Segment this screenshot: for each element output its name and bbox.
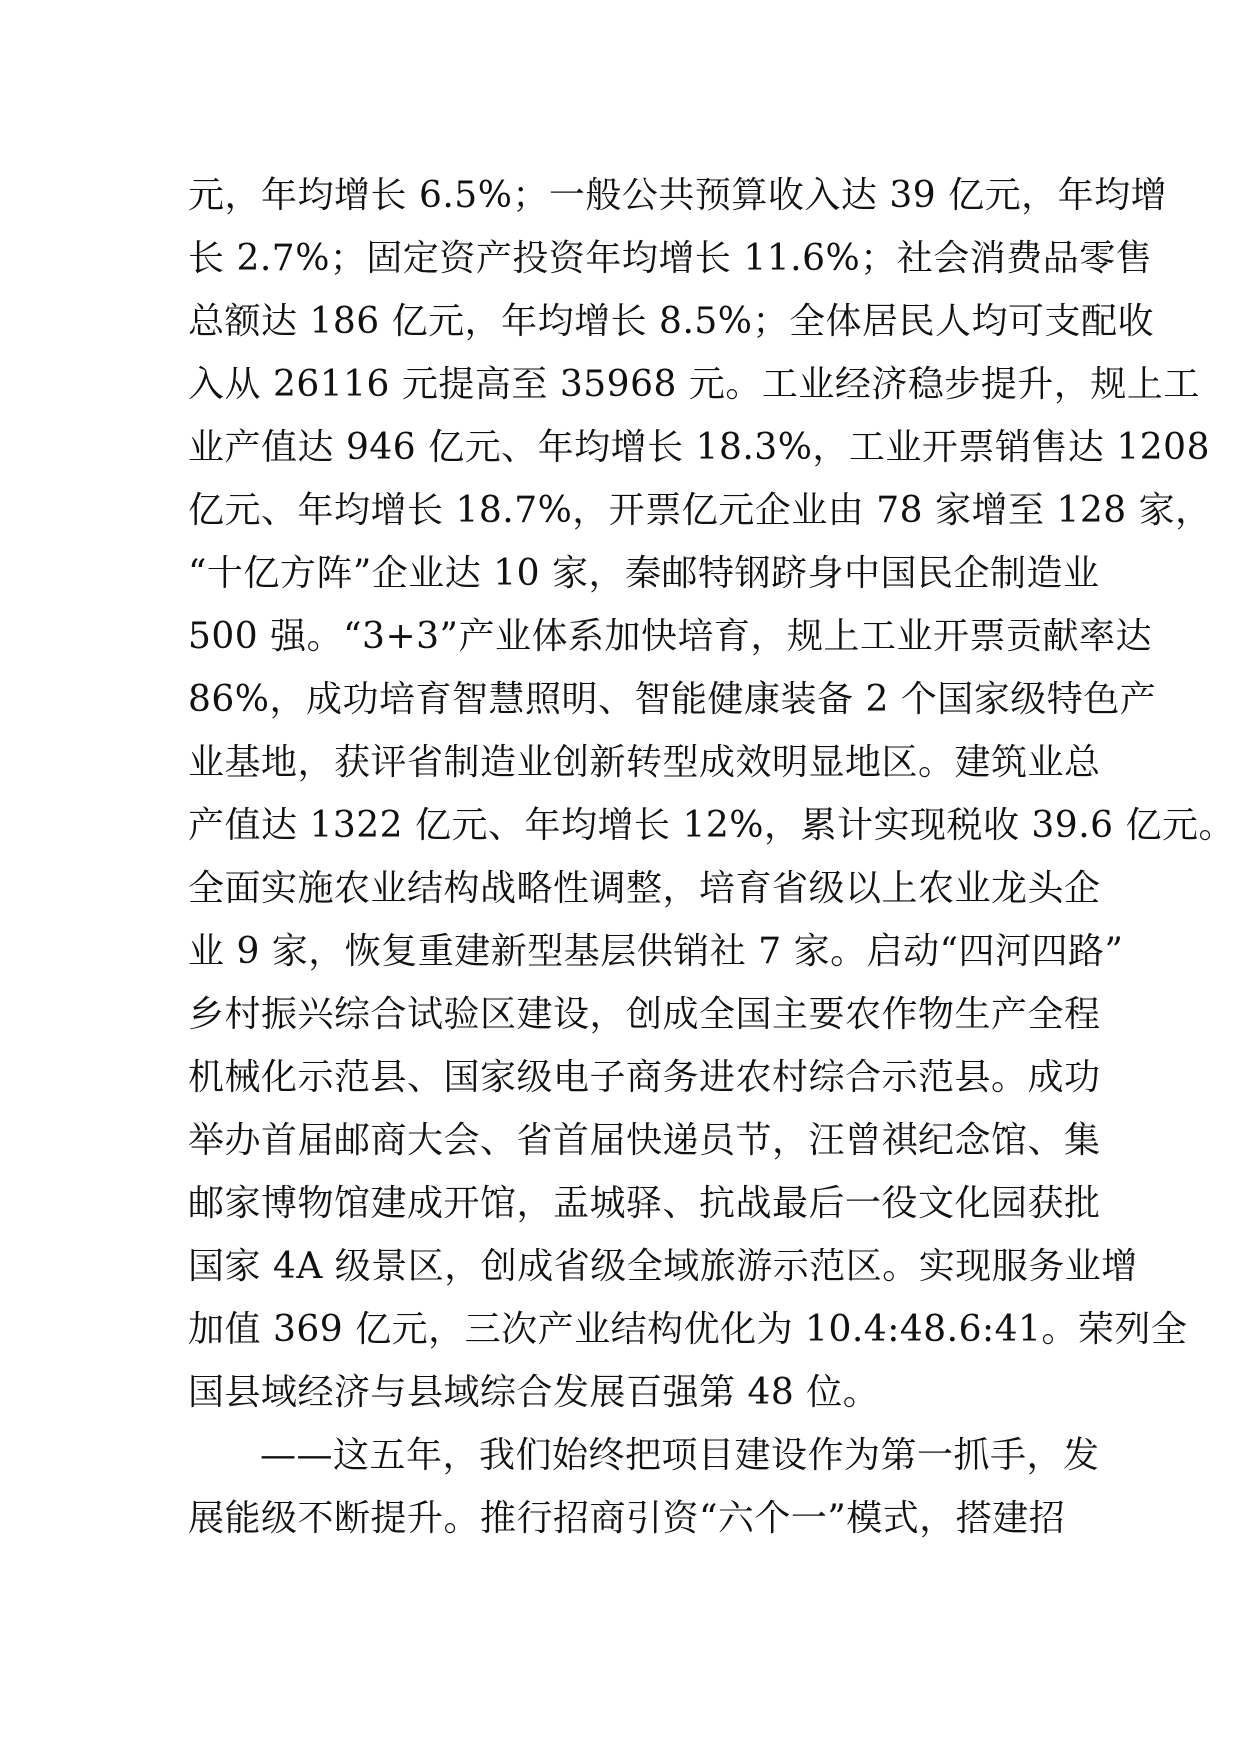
text-line: 机械化示范县、国家级电子商务进农村综合示范县。成功 xyxy=(188,1057,1101,1098)
text-line: 入从 26116 元提高至 35968 元。工业经济稳步提升，规上工 xyxy=(188,364,1200,405)
text-line: 业产值达 946 亿元、年均增长 18.3%，工业开票销售达 1208 xyxy=(188,427,1210,468)
text-line: 业基地，获评省制造业创新转型成效明显地区。建筑业总 xyxy=(188,742,1101,783)
text-line: 86%，成功培育智慧照明、智能健康装备 2 个国家级特色产 xyxy=(188,679,1157,720)
text-line: 加值 369 亿元，三次产业结构优化为 10.4:48.6:41。荣列全 xyxy=(188,1309,1188,1350)
text-line: 举办首届邮商大会、省首届快递员节，汪曾祺纪念馆、集 xyxy=(188,1120,1101,1161)
text-line: 500 强。“3+3”产业体系加快培育，规上工业开票贡献率达 xyxy=(188,616,1152,657)
text-line: 产值达 1322 亿元、年均增长 12%，累计实现税收 39.6 亿元。 xyxy=(188,805,1236,846)
text-line: 业 9 家，恢复重建新型基层供销社 7 家。启动“四河四路” xyxy=(188,931,1124,972)
text-line: 国家 4A 级景区，创成省级全域旅游示范区。实现服务业增 xyxy=(188,1246,1138,1287)
text-line: 乡村振兴综合试验区建设，创成全国主要农作物生产全程 xyxy=(188,994,1101,1035)
text-line: 元，年均增长 6.5%；一般公共预算收入达 39 亿元，年均增 xyxy=(188,175,1168,216)
text-line: “十亿方阵”企业达 10 家，秦邮特钢跻身中国民企制造业 xyxy=(188,553,1100,594)
text-line: 总额达 186 亿元，年均增长 8.5%；全体居民人均可支配收 xyxy=(188,301,1155,342)
text-line: 亿元、年均增长 18.7%，开票亿元企业由 78 家增至 128 家， xyxy=(188,490,1212,531)
text-line: 长 2.7%；固定资产投资年均增长 11.6%；社会消费品零售 xyxy=(188,238,1153,279)
text-line: 全面实施农业结构战略性调整，培育省级以上农业龙头企 xyxy=(188,868,1101,909)
text-line: 邮家博物馆建成开馆，盂城驿、抗战最后一役文化园获批 xyxy=(188,1183,1101,1224)
text-line: 国县域经济与县域综合发展百强第 48 位。 xyxy=(188,1372,880,1413)
paragraph-start-line: ——这五年，我们始终把项目建设作为第一抓手，发 xyxy=(260,1435,1100,1476)
text-line: 展能级不断提升。推行招商引资“六个一”模式，搭建招 xyxy=(188,1498,1066,1539)
